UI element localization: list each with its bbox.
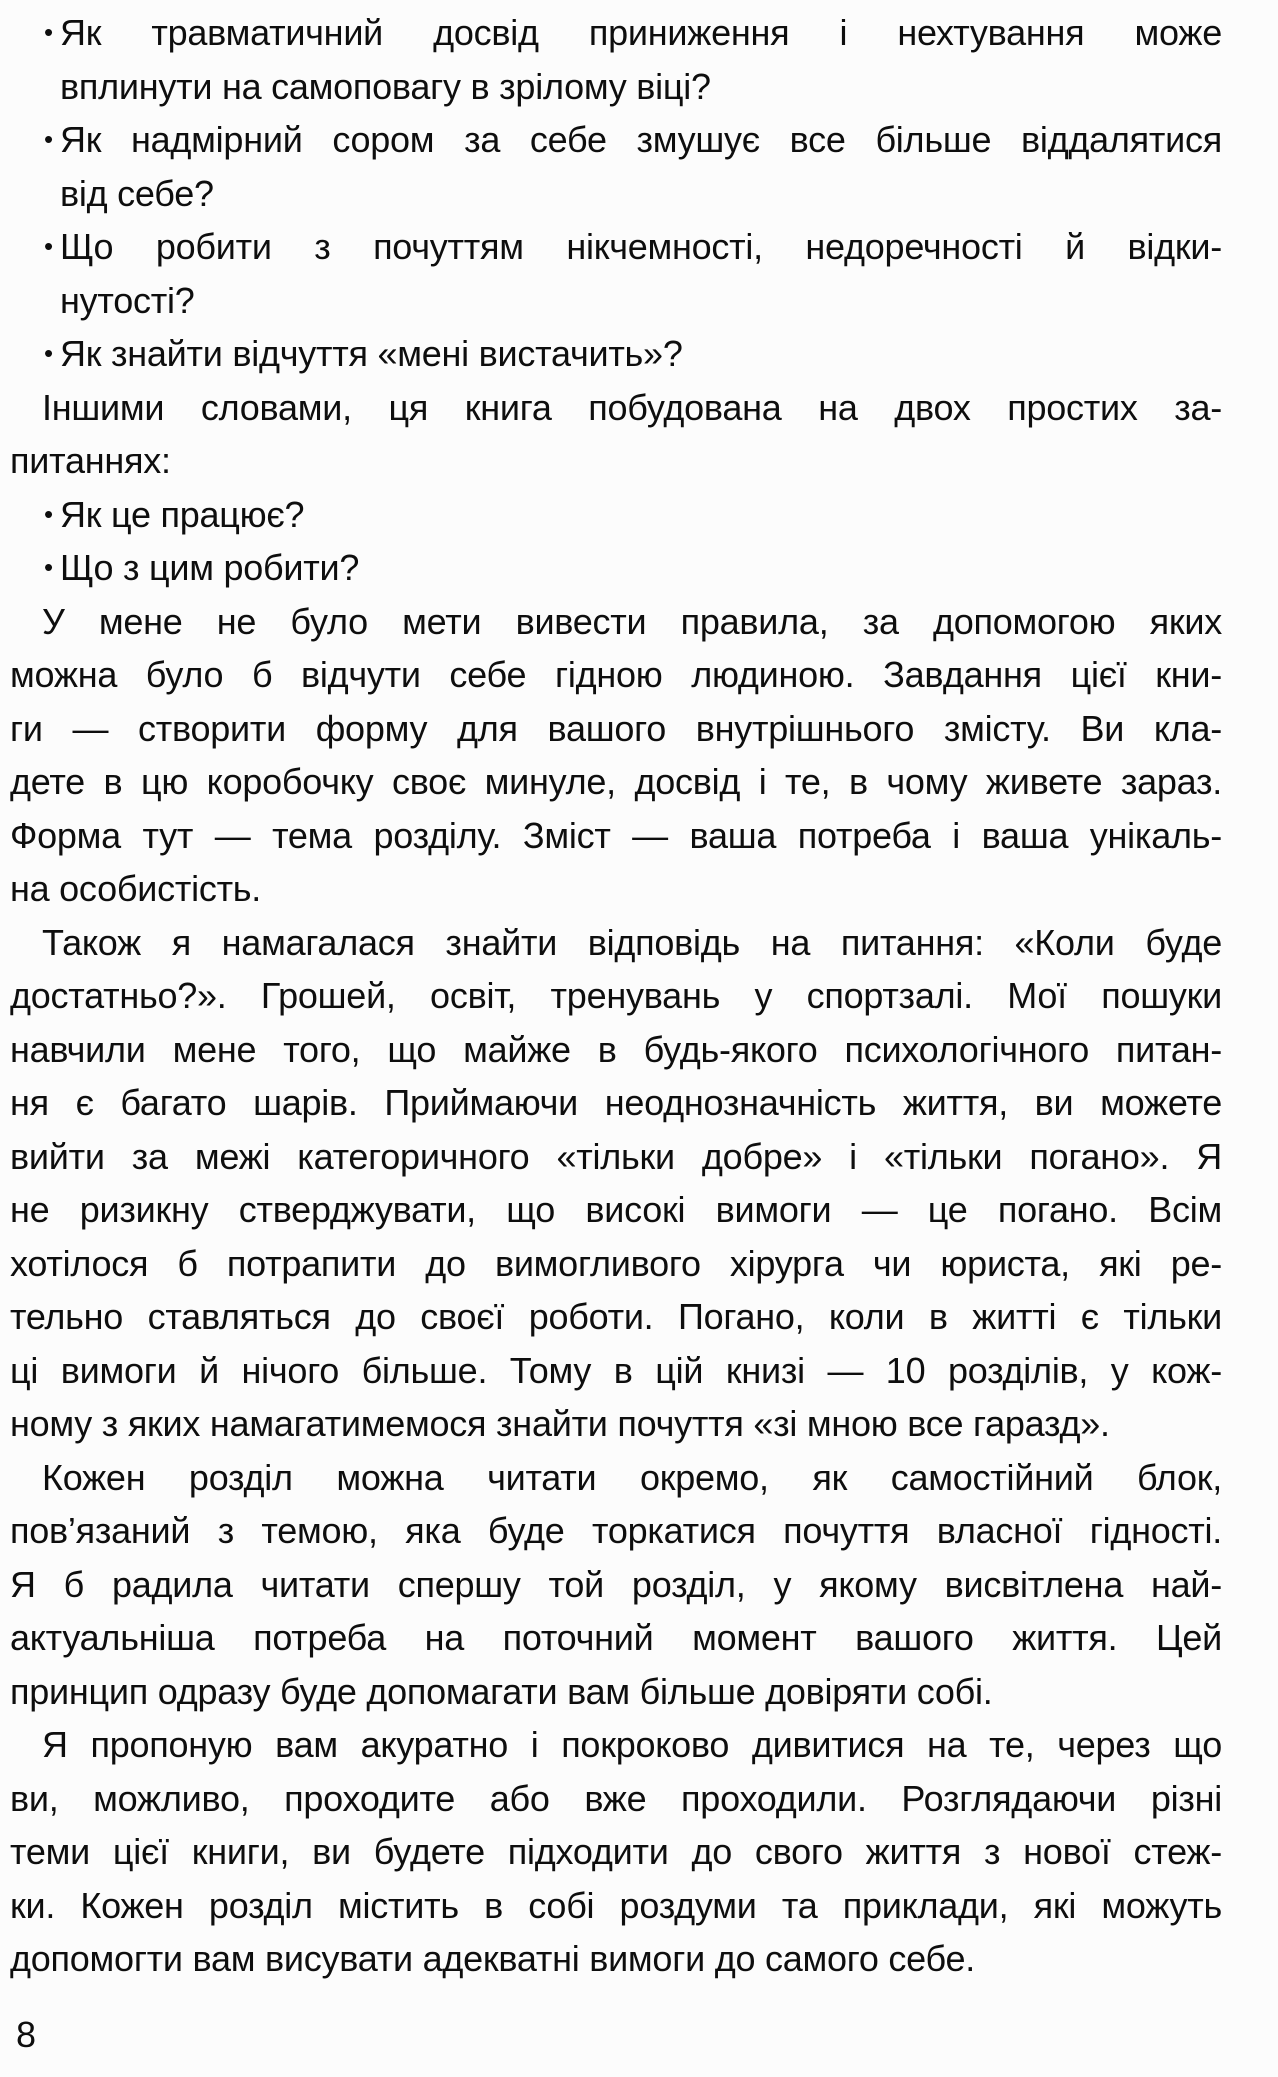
bullet-line (10, 113, 1222, 167)
text-line: ці вимоги й нічого більше. Тому в цій книзі — 10 розділів, у кож- (10, 1349, 1222, 1391)
text-line: ги — створити форму для вашого внутрішнього змісту. Ви кла- (10, 707, 1222, 749)
text-line: актуальніша потреба на поточний момент вашого життя. Цей (10, 1617, 1222, 1658)
text-line: теми цієї книги, ви будете підходити до свого життя з нової стеж- (10, 1831, 1222, 1872)
bullet-line-text: Як знайти відчуття «мені вистачить»? (60, 333, 683, 374)
text-line: ки. Кожен розділ містить в собі роздуми та приклади, які можуть (10, 1884, 1222, 1926)
bullet-line-text: Що з цим робити? (60, 547, 360, 588)
bullet-icon: • (44, 231, 54, 261)
bullet-line-text: Що робити з почуттям нікчемності, недоречності й відки- (60, 226, 1222, 267)
bullet-line (10, 327, 1222, 381)
text-line: Кожен розділ можна читати окремо, як самостійний блок, (42, 1456, 1222, 1498)
text-line: Я пропоную вам акуратно і покроково дивитися на те, через що (42, 1724, 1222, 1765)
text-line: У мене не було мети вивести правила, за допомогою яких (42, 600, 1222, 642)
bullet-line-text: Як травматичний досвід приниження і нехтування може (60, 12, 1222, 53)
bullet-line-text: Як це працює? (60, 493, 305, 535)
bullet-icon: • (44, 498, 54, 529)
bullet-icon: • (44, 124, 54, 154)
text-line: хотілося б потрапити до вимогливого хірурга чи юриста, які ре- (10, 1242, 1222, 1284)
text-line: на особистість. (10, 868, 262, 909)
bullet-line-text: Як надмірний сором за себе змушує все більше віддалятися (60, 119, 1222, 160)
text-line: Іншими словами, ця книга побудована на двох простих за- (42, 386, 1222, 428)
text-line: тельно ставляться до своєї роботи. Погано, коли в житті є тільки (10, 1296, 1222, 1337)
text-block (10, 6, 1222, 1986)
text-line: не ризикну стверджувати, що високі вимоги — це погано. Всім (10, 1189, 1222, 1230)
text-line: дете в цю коробочку своє минуле, досвід і те, в чому живете зараз. (10, 761, 1222, 802)
text-line: ному з яких намагатимемося знайти почуття «зі мною все гаразд». (10, 1403, 1110, 1444)
text-line: допомогти вам висувати адекватні вимоги до самого себе. (10, 1938, 975, 1979)
text-line: пов’язаний з темою, яка буде торкатися почуття власної гідності. (10, 1510, 1222, 1551)
text-line: нутості? (60, 279, 195, 321)
text-line: принцип одразу буде допомагати вам більше довіряти собі. (10, 1670, 993, 1712)
bullet-icon: • (44, 552, 54, 582)
text-line: ви, можливо, проходите або вже проходили. Розглядаючи різні (10, 1777, 1222, 1819)
text-line: вплинути на самоповагу в зрілому віці? (60, 65, 711, 107)
text-line: Форма тут — тема розділу. Зміст — ваша потреба і ваша унікаль- (10, 814, 1222, 856)
bullet-line (10, 6, 1222, 60)
bullet-line (10, 220, 1222, 274)
text-line: достатньо?». Грошей, освіт, тренувань у спортзалі. Мої пошуки (10, 975, 1222, 1016)
bullet-line (10, 488, 1222, 542)
text-line: вийти за межі категоричного «тільки добре» і «тільки погано». Я (10, 1135, 1222, 1177)
text-line: від себе? (60, 172, 214, 214)
bullet-icon: • (44, 338, 54, 368)
bullet-icon: • (44, 17, 54, 47)
bullet-line (10, 541, 1222, 595)
text-line: питаннях: (10, 440, 171, 481)
text-line: навчили мене того, що майже в будь-якого психологічного питан- (10, 1028, 1222, 1070)
text-line: Також я намагалася знайти відповідь на питання: «Коли буде (42, 921, 1222, 963)
text-line: Я б радила читати спершу той розділ, у якому висвітлена най- (10, 1563, 1222, 1605)
text-line: можна було б відчути себе гідною людиною. Завдання цієї кни- (10, 654, 1222, 695)
text-line: ня є багато шарів. Приймаючи неоднозначність життя, ви можете (10, 1082, 1222, 1123)
page-number: 8 (16, 2014, 37, 2055)
